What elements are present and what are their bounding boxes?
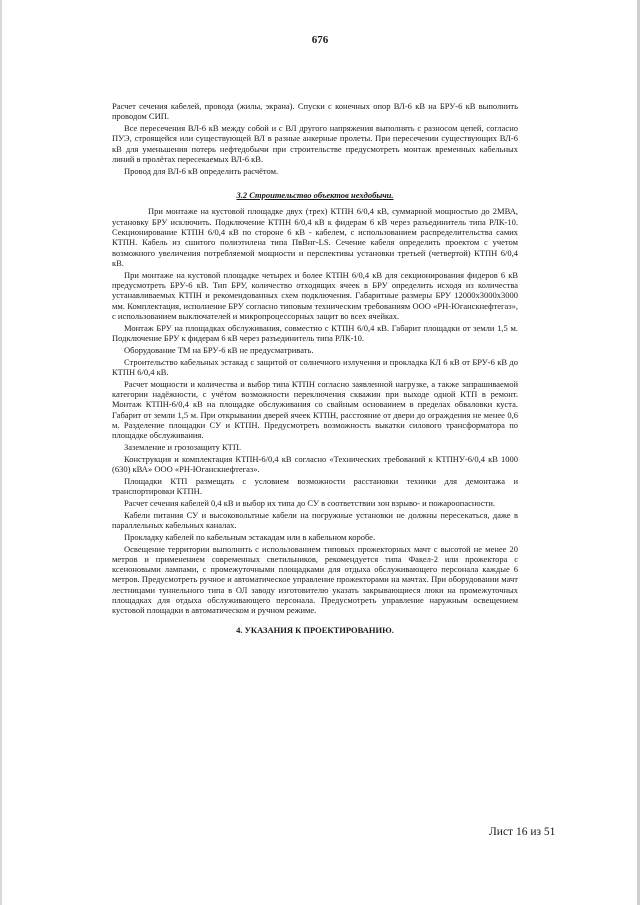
paragraph: При монтаже на кустовой площадке двух (трех) КТПН 6/0,4 кВ, суммарной мощностью до 2МВА, установку БРУ исключить. Подключение КТПН 6/0,4 кВ к фидерам 6 кВ через разъединитель типа РЛК-10. Секционирование КТПН 6/0,4 кВ по стороне 6 кВ - кабелем, с использованием распределительства самих КТПН. Кабель из сшитого полиэтилена типа ПвВнг-LS. Сечение кабеля определить проектом с учетом возможного увеличения потребляемой мощности и перспективы установки третьей (четвертой) КТПН 6/0,4 кВ.	[112, 206, 518, 268]
paragraph: Освещение территории выполнить с использованием типовых прожекторных мачт с высотой не менее 20 метров и применением современных светильников, рекомендуется типа Факел-2 или прожектора с ксеноновыми лампами, с промежуточными площадками для отдыха обслуживающего персонала каждые 6 метров. Предусмотреть ручное и автоматическое управление прожекторами на мачтах. При оборудовании мачт лестницами туннельного типа в ОЛ заводу изготовителю указать закрывающиеся люки на промежуточных площадках для отдыха обслуживающего персонала. Предусмотреть управление наружным освещением кустовой площадки в автоматическом и ручном режиме.	[112, 543, 518, 616]
section-heading: 3.2 Строительство объектов нехдобычи.	[236, 190, 394, 201]
final-heading: 4. УКАЗАНИЯ К ПРОЕКТИРОВАНИЮ.	[236, 624, 394, 635]
sheet-counter: Лист 16 из 51	[489, 826, 556, 838]
paragraph: Расчет сечения кабелей 0,4 кВ и выбор их типа до СУ в соответствии зон взрыво- и пожароопасности.	[124, 497, 496, 508]
paragraph: Площадки КТП размещать с условием возможности расстановки техники для демонтажа и транспортировки КТПН.	[112, 475, 518, 497]
scan-edge-left	[0, 0, 2, 905]
paragraph: Кабели питания СУ и высоковольтные кабели на погружные установки не должны пересекаться, даже в параллельных кабельных каналах.	[112, 509, 518, 530]
paragraph: Все пересечения ВЛ-6 кВ между собой и с ВЛ другого напряжения выполнять с разносом цепей, согласно ПУЭ, строящейся или существующей ВЛ в разные анкерные пролеты. При пересечении существующих ВЛ-6 кВ для уменьшения потерь нефтедобычи при строительстве предусмотреть монтаж временных кабельных линий в пролётах пересекаемых ВЛ-6 кВ.	[112, 123, 518, 164]
page-number: 676	[311, 34, 329, 46]
paragraph: Строительство кабельных эстакад с защитой от солнечного излучения и прокладка КЛ 6 кВ от БРУ-6 кВ до КТПН 6/0,4 кВ.	[112, 356, 518, 377]
paragraph: Конструкция и комплектация КТПН-6/0,4 кВ согласно «Технических требований к КТПНУ-6/0,4 кВ 1000 (630) кВА» ООО «РН-Юганскнефтегаз».	[112, 453, 518, 474]
paragraph: Заземление и грозозащиту КТП.	[124, 441, 242, 452]
paragraph: Расчет сечения кабелей, провода (жилы, экрана). Спуски с конечных опор ВЛ-6 кВ на БРУ-6 кВ выполнить проводом СИП.	[112, 101, 518, 122]
paragraph: Монтаж БРУ на площадках обслуживания, совместно с КТПН 6/0,4 кВ. Габарит площадки от земли 1,5 м. Подключение БРУ к фидерам 6 кВ через разъединитель типа РЛК-10.	[112, 322, 518, 343]
paragraph: При монтаже на кустовой площадке четырех и более КТПН 6/0,4 кВ для секционирования фидеров 6 кВ предусмотреть БРУ-6 кВ. Тип БРУ, количество отходящих ячеек в БРУ определить исходя из количества устанавливаемых КТПН и рекомендованных схем подключения. Габаритные размеры БРУ 12000х3000х3000 мм. Комплектация, исполнение БРУ согласно типовым техническим требованиям ООО «РН-Юганскнефтегаз», с использованием выключателей и микропроцессорных защит во всех ячейках.	[112, 269, 518, 321]
paragraph: Расчет мощности и количества и выбор типа КТПН согласно заявленной нагрузке, а также запрашиваемой категории надёжности, с учётом возможности переключения скважин при выходе одной КТП в ремонт. Монтаж КТПН-6/0,4 кВ на площадке обслуживания со свайным основанием в пределах обваловки куста. Габарит от земли 1,5 м. При открывании дверей ячеек КТПН, расстояние от двери до ограждения не менее 0,6 м. Разделение площадки СУ и КТПН. Предусмотреть возможность выкатки силового трансформатора по площадке обслуживания.	[112, 378, 518, 441]
document-body	[112, 101, 518, 635]
paragraph: Оборудование ТМ на БРУ-6 кВ не предусматривать.	[124, 344, 314, 355]
paragraph: Прокладку кабелей по кабельным эстакадам или в кабельном коробе.	[124, 531, 376, 542]
paragraph: Провод для ВЛ-6 кВ определить расчётом.	[124, 165, 279, 176]
